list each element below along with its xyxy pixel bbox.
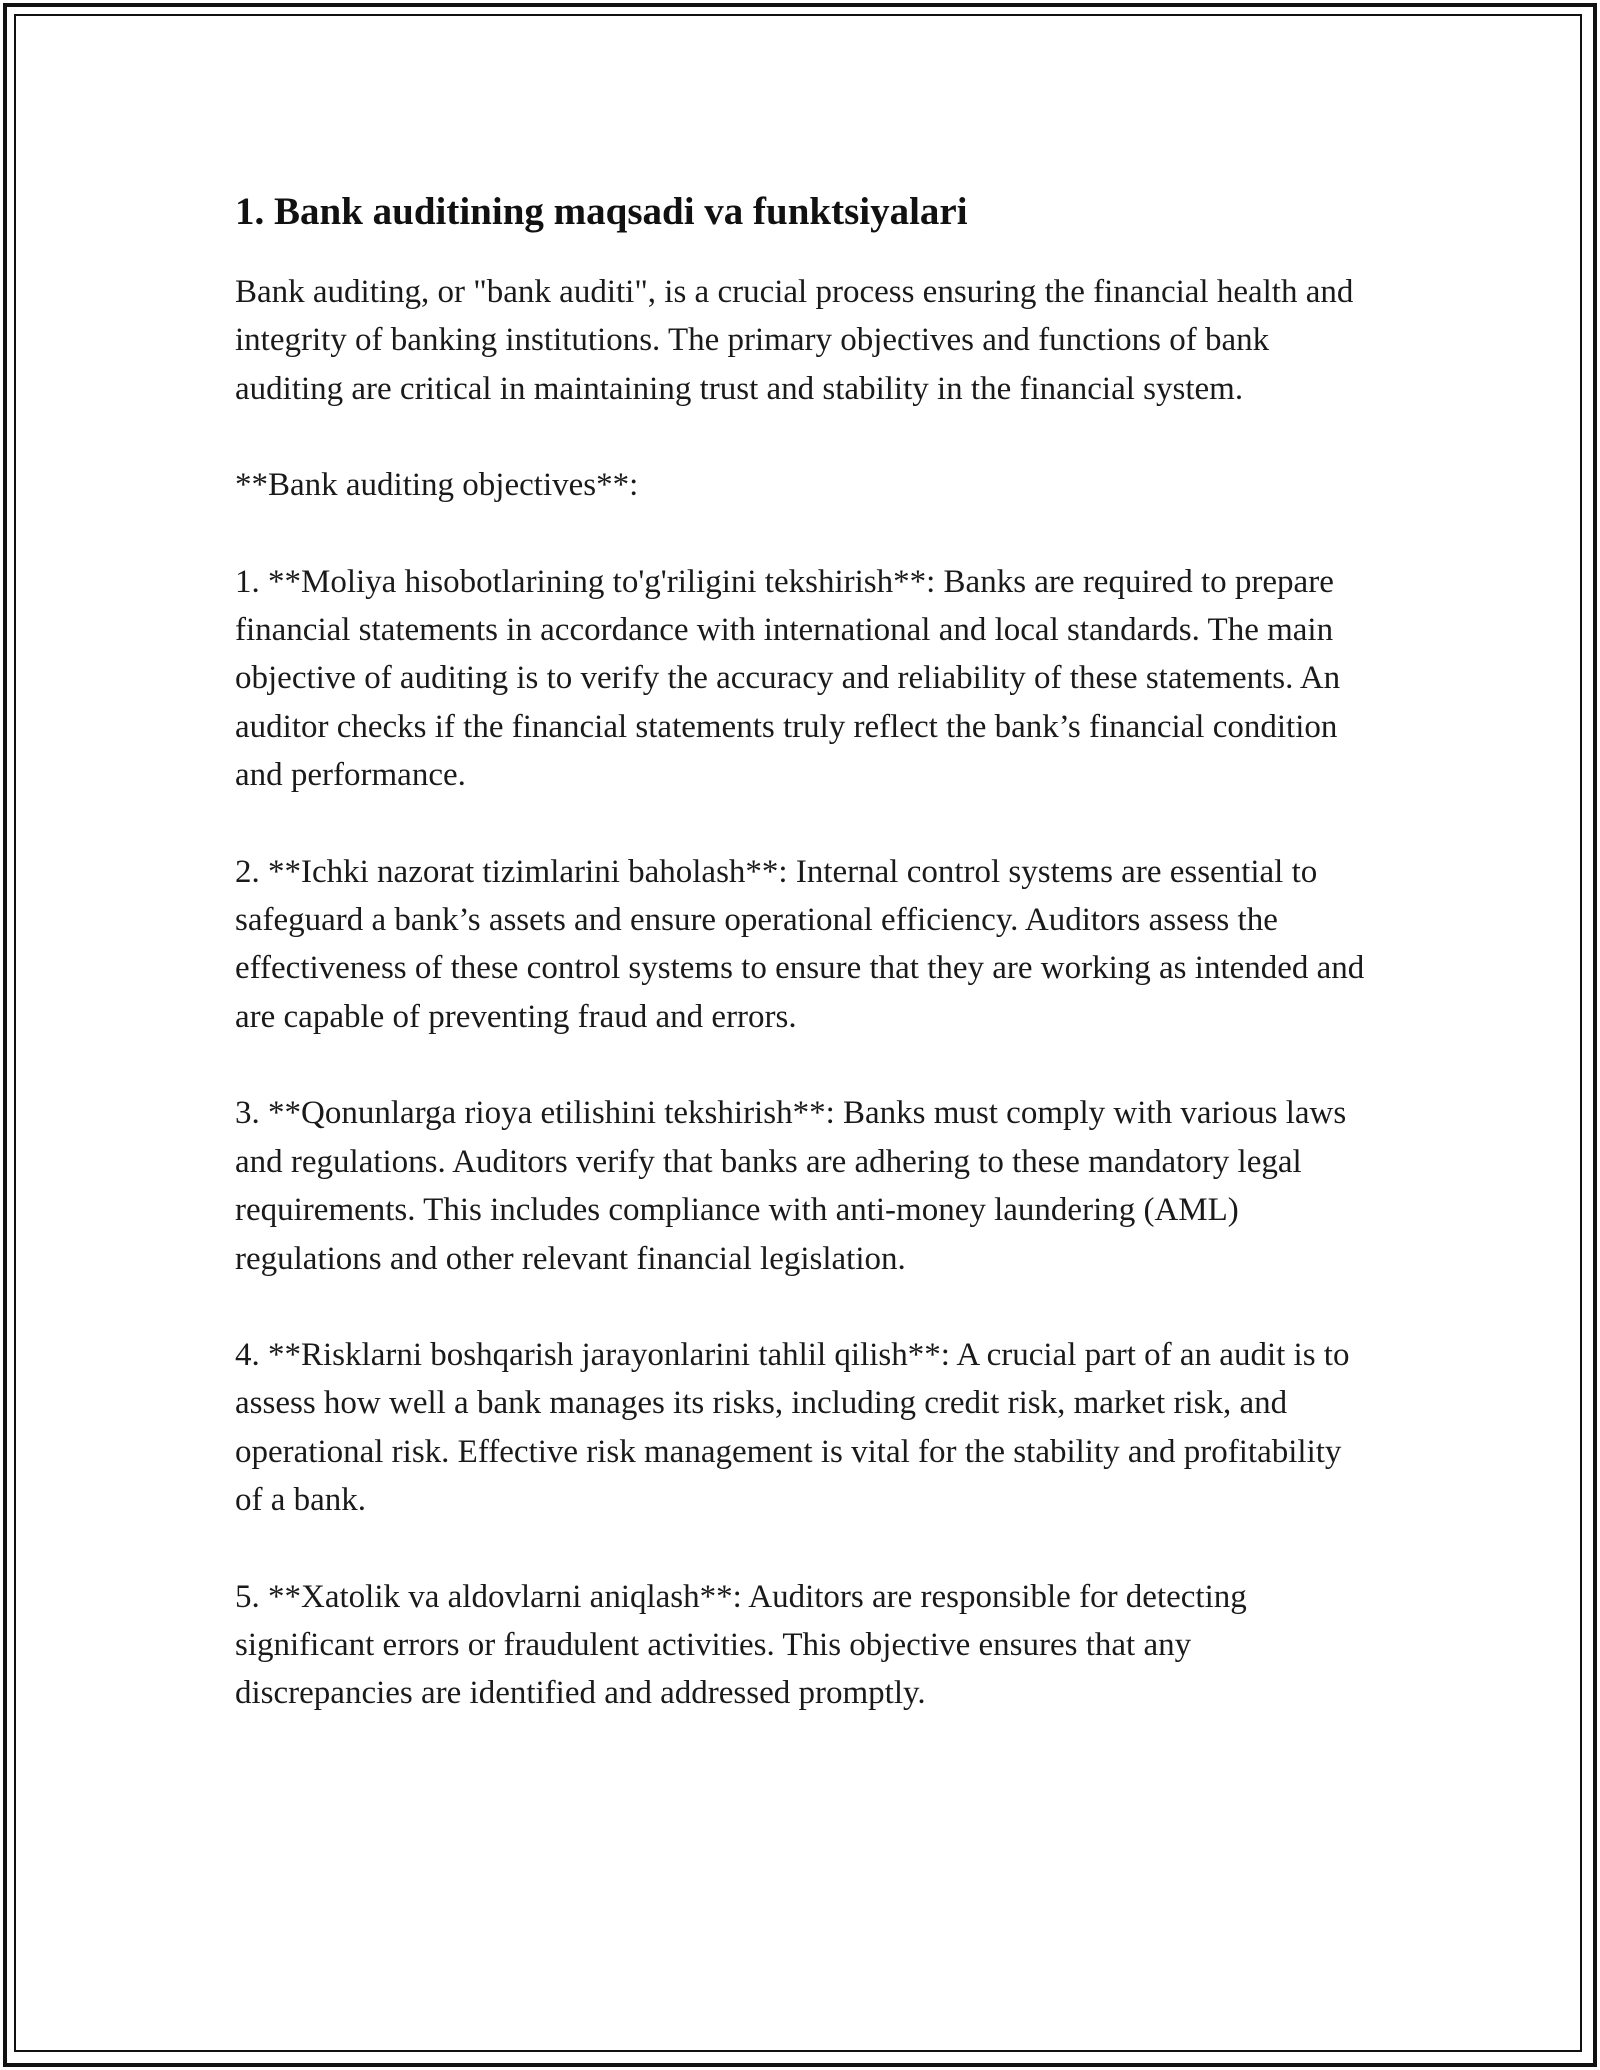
intro-paragraph: Bank auditing, or "bank auditi", is a crucial process ensuring the financial health and integrity of banking institutions. The primary objectives and functions of bank auditing are critical in maintaining trust and stability in the financial system. bbox=[235, 274, 1354, 407]
objective-item-1: 1. **Moliya hisobotlarining to'g'riligini tekshirish**: Banks are required to prepare financial statements in accordance with international and local standards. The main objective of auditing is to verify the accuracy and reliability of these statements. An auditor checks if the financial statements truly reflect the bank’s financial condition and performance. bbox=[235, 563, 1341, 794]
document-body bbox=[235, 180, 1365, 1766]
objective-item-3: 3. **Qonunlarga rioya etilishini tekshirish**: Banks must comply with various laws and regulations. Auditors verify that banks are adhering to these mandatory legal requirements. This includes compliance with anti-money laundering (AML) regulations and other relevant financial legislation. bbox=[235, 1095, 1347, 1277]
objective-item-4: 4. **Risklarni boshqarish jarayonlarini tahlil qilish**: A crucial part of an audit is to assess how well a bank manages its risks, including credit risk, market risk, and operational risk. Effective risk management is vital for the stability and profitability of a bank. bbox=[235, 1336, 1350, 1519]
objectives-heading: **Bank auditing objectives**: bbox=[235, 467, 639, 504]
objective-item-5: 5. **Xatolik va aldovlarni aniqlash**: Auditors are responsible for detecting significant errors or fraudulent activities. This objective ensures that any discrepancies are identified and addressed promptly. bbox=[235, 1578, 1247, 1712]
objective-item-2: 2. **Ichki nazorat tizimlarini baholash**: Internal control systems are essential to safeguard a bank’s assets and ensure operational efficiency. Auditors assess the effectiveness of these control systems to ensure that they are working as intended and are capable of preventing fraud and errors. bbox=[235, 853, 1365, 1035]
document-title: 1. Bank auditining maqsadi va funktsiyalari bbox=[235, 190, 968, 233]
